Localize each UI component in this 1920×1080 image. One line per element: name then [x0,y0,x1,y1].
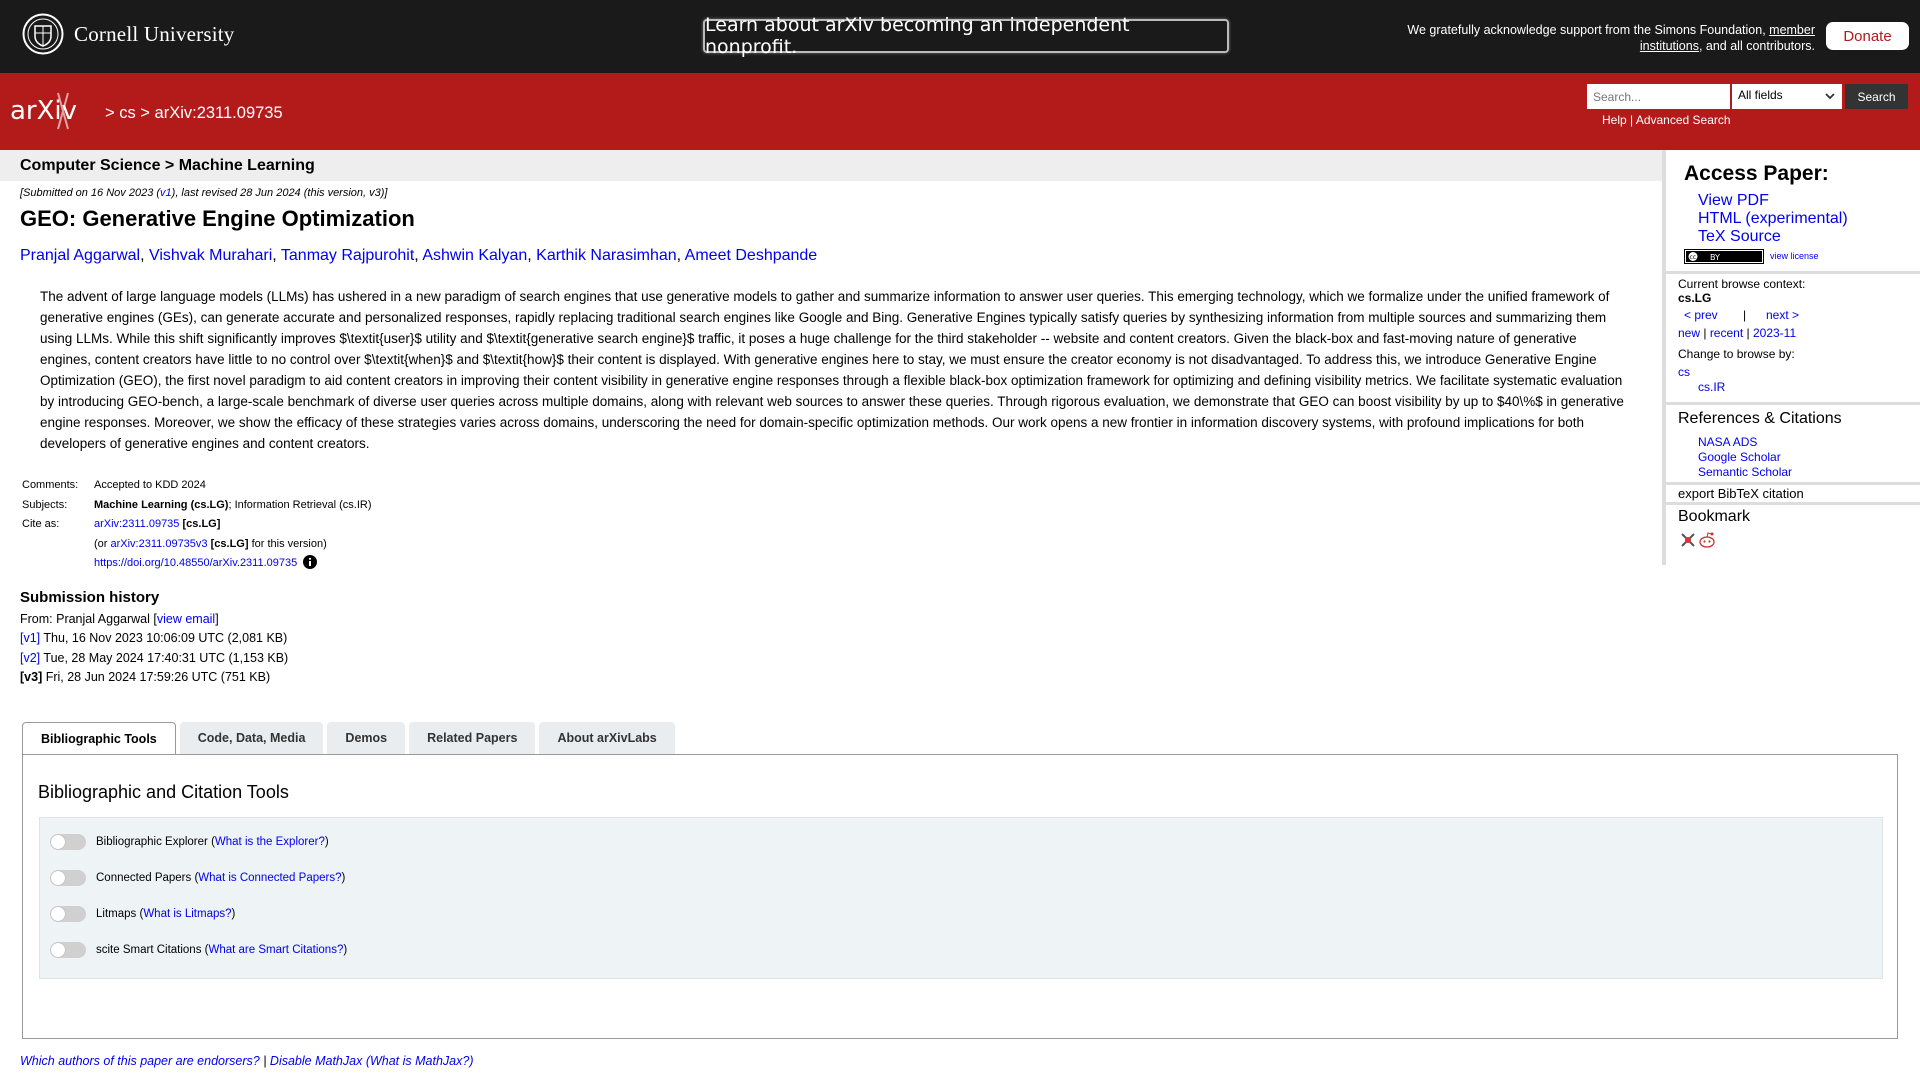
litmaps-toggle[interactable] [50,906,86,922]
tab-bibliographic-tools[interactable]: Bibliographic Tools [22,722,176,755]
author-link[interactable]: Ashwin Kalyan [422,247,528,264]
scite-toggle[interactable] [50,942,86,958]
view-email-link[interactable]: view email [156,611,216,626]
bibliographic-explorer-toggle[interactable] [50,834,86,850]
search-field-select[interactable] [1732,84,1842,109]
tool-name: scite Smart Citations [96,944,202,956]
arxiv-header [0,73,1920,150]
html-link[interactable]: HTML (experimental) [1698,210,1848,227]
search-field-value: All fields [1738,88,1783,102]
sidebar-divider [1666,271,1920,274]
support-suffix: , and all contributors. [1698,39,1815,53]
comments-value: Accepted to KDD 2024 [94,479,206,491]
subheader [0,150,1662,181]
donate-button[interactable]: Donate [1826,22,1909,50]
tab-panel [22,754,1898,1039]
advanced-search-link[interactable]: Advanced Search [1635,113,1731,127]
tab-related-papers[interactable]: Related Papers [409,722,535,754]
metadata-table [18,476,372,574]
cite-version-row: (or arXiv:2311.09735v3 [cs.LG] for this version) [94,537,327,550]
author-link[interactable]: Karthik Narasimhan [536,247,677,264]
browse-cs-link[interactable]: cs [1678,365,1690,379]
panel-title: Bibliographic and Citation Tools [38,782,289,802]
tools-list [39,817,1883,979]
paper-title: GEO: Generative Engine Optimization [20,206,415,231]
author-link[interactable]: Pranjal Aggarwal [20,247,141,264]
cite-version-link[interactable]: arXiv:2311.09735v3 [110,537,208,550]
author-list: Pranjal Aggarwal, Vishvak Murahari, Tanmay Rajpurohit, Ashwin Kalyan, Karthik Narasimhan, Ameet Deshpande [20,247,818,264]
subjects-row [18,496,372,516]
cornell-name: Cornell University [74,21,235,46]
disable-mathjax-link[interactable]: Disable MathJax [269,1054,363,1068]
abstract: The advent of large language models (LLMs) has ushered in a new paradigm of search engines that use generative models to gather and summarize information to answer user queries. This emerging technology, which we formalize under the unified framework of generative engines (GEs), can generate accurate and personalized responses, rapidly replacing traditional search engines like Google and Bing. Generative Engines typically satisfy queries by synthesizing information from multiple sources and summarizing them using LLMs. While this shift significantly improves $\textit{user}$ utility and $\textit{generative search engine}$ traffic, it poses a huge challenge for the third stakeholder -- website and content creators. Given the black-box and fast-moving nature of generative engines, content creators have little to no control over $\textit{when}$ and $\textit{how}$ their content is displayed. With generative engines here to stay, we must ensure the creator economy is not disadvantaged. To address this, we introduce Generative Engine Optimization (GEO), the first novel paradigm to aid content creators in improving their content visibility in generative engine responses through a flexible black-box optimization framework for optimizing and defining visibility metrics. We facilitate systematic evaluation by introducing GEO-bench, a large-scale benchmark of diverse user queries across multiple domains, along with relevant web sources to answer these queries. Through rigorous evaluation, we demonstrate that GEO can boost visibility by up to $40\%$ in generative engine responses. Moreover, we show the efficacy of these strategies varies across domains, underscoring the need for domain-specific optimization methods. Our work opens a new frontier in information discovery systems, with profound implications for both developers of generative engines and content creators. [40,289,1624,451]
version-row: [v1] Thu, 16 Nov 2023 10:06:09 UTC (2,081 KB) [20,631,288,645]
footer-links: Which authors of this paper are endorsers? | Disable MathJax (What is MathJax?) [20,1054,474,1068]
version-row: [v2] Tue, 28 May 2024 17:40:31 UTC (1,153 KB) [20,650,289,665]
svg-text:cc: cc [1689,254,1697,261]
submission-history [20,588,288,688]
svg-text:BY: BY [1710,253,1720,262]
search-input[interactable] [1587,84,1730,109]
google-scholar-link[interactable]: Google Scholar [1698,450,1781,464]
cite-row: Cite as: arXiv:2311.09735 [cs.LG] [18,515,372,535]
secondary-subjects: ; Information Retrieval (cs.IR) [228,498,372,511]
tool-row: Bibliographic Explorer ( What is the Explorer? ) [50,834,329,850]
next-link[interactable]: next > [1766,308,1800,322]
version-row: [v3] Fri, 28 Jun 2024 17:59:26 UTC (751 KB) [20,670,271,684]
tool-info-link[interactable]: What is Connected Papers? [198,872,342,884]
endorsers-link[interactable]: Which authors of this paper are endorsers? [20,1054,260,1068]
bookmark-title: Bookmark [1678,508,1751,525]
prev-link[interactable]: < prev [1684,308,1718,322]
browse-csir-link[interactable]: cs.IR [1698,380,1726,394]
tool-info-link[interactable]: What is Litmaps? [143,908,232,920]
bibsonomy-icon[interactable] [1680,532,1696,548]
comments-row [18,476,372,496]
member-institutions-link[interactable]: member institutions [1639,23,1815,53]
doi-link[interactable]: https://doi.org/10.48550/arXiv.2311.09735 [94,557,298,569]
sidebar-divider [1666,402,1920,405]
top-bar [0,0,1920,73]
tool-info-link[interactable]: What is the Explorer? [214,836,325,848]
chevron-down-icon [1824,90,1836,102]
submitter-line: From: Pranjal Aggarwal [view email] [20,611,219,626]
author-link[interactable]: Ameet Deshpande [684,247,818,264]
tool-row: Litmaps ( What is Litmaps? ) [50,906,235,922]
access-paper-title: Access Paper: [1684,162,1829,185]
recent-link[interactable]: recent [1709,326,1744,340]
sidebar-divider [1666,482,1920,485]
tab-demos[interactable]: Demos [327,722,405,754]
cornell-logo[interactable] [22,13,235,55]
cite-id-link[interactable]: arXiv:2311.09735 [94,518,180,530]
sidebar: Access Paper: View PDF HTML (experimental) TeX Source cc BY view license Current browse context: cs.LG < prev | next > new | recent | 2023-11 Change to browse by: cs cs.IR References & Citations NASA ADS Google Scholar Semantic Scholar export BibTeX citation Bookmark [1662,150,1920,565]
labs-tabs [22,722,679,755]
tab-about-arxivlabs[interactable]: About arXivLabs [539,722,674,754]
references-title: References & Citations [1678,410,1842,427]
nasa-ads-link[interactable]: NASA ADS [1698,435,1758,449]
browse-links: new | recent | 2023-11 [1678,326,1797,340]
browse-context-value: cs.LG [1678,291,1712,305]
toggle-knob [51,835,65,849]
reddit-icon[interactable] [1698,531,1716,549]
author-link[interactable]: Vishvak Murahari [148,247,273,264]
cornell-seal-icon [22,13,64,55]
version-link-v2[interactable]: [v2] [20,650,41,665]
version-link-v1[interactable]: [v1] [20,631,41,645]
doi-row [18,554,372,574]
new-link[interactable]: new [1678,326,1701,340]
toggle-knob [51,907,65,921]
arxiv-logo[interactable] [10,91,102,131]
announcement-banner[interactable]: Learn about arXiv becoming an independent nonprofit. [703,19,1229,53]
sidebar-divider [1666,502,1920,505]
cc-by-license-icon[interactable] [1684,249,1764,264]
subject-heading: Computer Science > Machine Learning [20,157,315,174]
submission-history-title: Submission history [20,589,160,606]
what-is-mathjax-link[interactable]: (What is MathJax?) [365,1054,474,1068]
view-license-link[interactable]: view license [1770,251,1819,261]
semantic-scholar-link[interactable]: Semantic Scholar [1698,465,1793,479]
primary-subject: Machine Learning (cs.LG) [94,498,229,511]
change-browse-label: Change to browse by: [1678,347,1795,361]
tab-code-data-media[interactable]: Code, Data, Media [180,722,324,754]
tool-name: Litmaps [96,908,137,920]
tool-name: Bibliographic Explorer [96,836,208,848]
toggle-knob [51,871,65,885]
browse-context-label: Current browse context: [1678,277,1806,291]
export-bibtex-link[interactable]: export BibTeX citation [1678,486,1804,501]
author-link[interactable]: Tanmay Rajpurohit [280,247,415,264]
comments-label: Comments: [22,479,79,491]
toggle-knob [51,943,65,957]
connected-papers-toggle[interactable] [50,870,86,886]
search-button[interactable]: Search [1845,84,1908,109]
tool-name: Connected Papers [96,872,192,884]
tool-row: scite Smart Citations ( What are Smart Citations? ) [50,942,347,958]
view-pdf-link[interactable]: View PDF [1698,192,1769,209]
subjects-label: Subjects: [22,498,68,511]
support-text [1370,22,1815,54]
submission-dateline: [Submitted on 16 Nov 2023 (v1), last revised 28 Jun 2024 (this version, v3)] [20,187,388,199]
tex-source-link[interactable]: TeX Source [1698,228,1781,245]
help-link[interactable]: Help [1602,113,1627,127]
svg-text:arXiv: arXiv [10,96,78,126]
cite-label: Cite as: [22,518,60,530]
support-prefix: We gratefully acknowledge support from the Simons Foundation, [1407,23,1770,37]
tool-row: Connected Papers ( What is Connected Papers? ) [50,870,345,886]
month-link[interactable]: 2023-11 [1752,326,1797,340]
v1-link[interactable]: v1 [160,187,172,199]
version-current-v3: [v3] [20,670,43,684]
info-icon[interactable] [303,555,317,569]
tool-info-link[interactable]: What are Smart Citations? [208,944,344,956]
search-links: Help | Advanced Search [1602,113,1731,127]
breadcrumb[interactable]: > cs > arXiv:2311.09735 [105,104,283,122]
